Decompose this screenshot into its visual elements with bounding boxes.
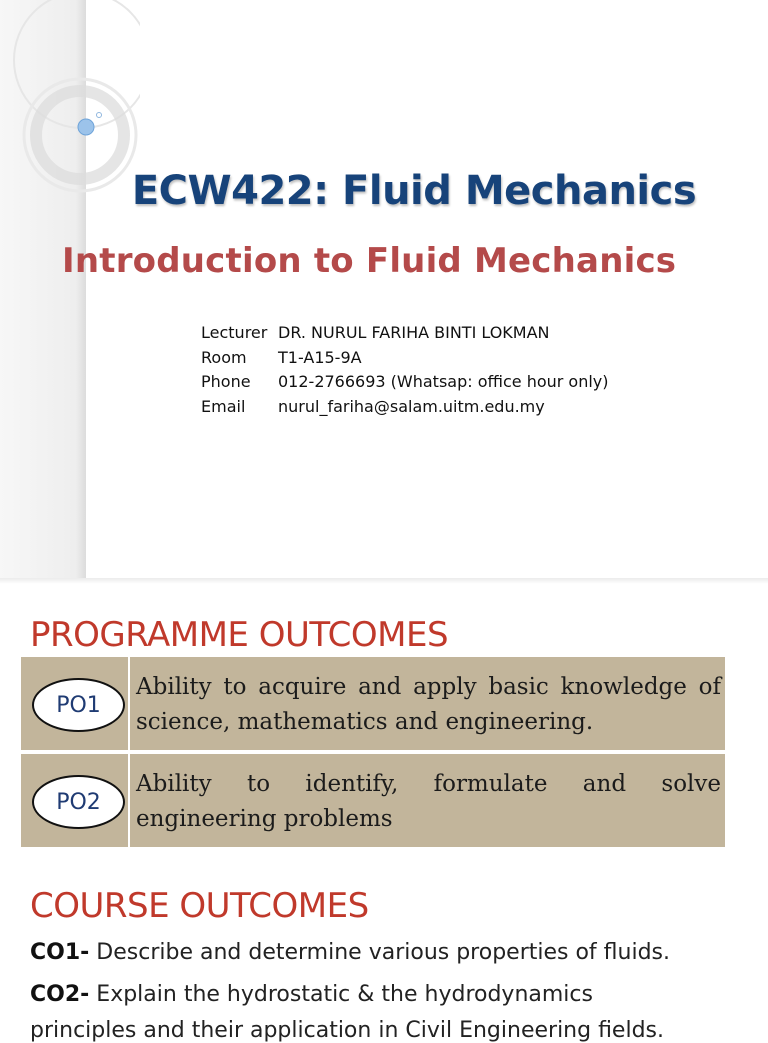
- contact-row-phone: [201, 370, 609, 395]
- contact-row-lecturer: [201, 321, 609, 346]
- list-item: [30, 982, 593, 1007]
- table-row: [20, 753, 726, 848]
- contact-label: Lecturer: [201, 323, 268, 342]
- list-item: [30, 1018, 664, 1043]
- po-description: Ability to acquire and apply basic knowledge of science, mathematics and engineering.: [136, 674, 721, 735]
- contact-value: nurul_fariha@salam.uitm.edu.my: [278, 396, 545, 416]
- outcomes-slide: [0, 578, 768, 1043]
- list-item: [30, 940, 670, 965]
- co-code: CO1-: [30, 940, 90, 965]
- po-badge: PO1: [32, 678, 125, 732]
- co-text: Describe and determine various properties of fluids.: [96, 940, 671, 965]
- course-outcomes-heading: COURSE OUTCOMES: [30, 886, 369, 926]
- po-description: Ability to identify, formulate and solve engineering problems: [136, 771, 721, 832]
- contact-value: DR. NURUL FARIHA BINTI LOKMAN: [278, 323, 550, 342]
- contact-label: Email: [201, 396, 246, 416]
- lecturer-contact-block: [201, 321, 609, 419]
- contact-row-room: [201, 346, 609, 371]
- table-row: [20, 656, 726, 751]
- contact-label: Phone: [201, 372, 251, 391]
- co-code: CO2-: [30, 982, 90, 1007]
- contact-value: T1-A15-9A: [278, 347, 362, 367]
- programme-outcomes-heading: PROGRAMME OUTCOMES: [30, 615, 449, 655]
- contact-label: Room: [201, 347, 247, 367]
- po-code-cell: [21, 657, 130, 750]
- contact-value: 012-2766693 (Whatsap: office hour only): [278, 372, 609, 391]
- po-badge: PO2: [32, 775, 125, 829]
- co-text: Explain the hydrostatic & the hydrodynamics: [96, 982, 593, 1007]
- contact-row-email: [201, 395, 609, 420]
- slide-divider-shadow: [0, 578, 768, 584]
- po-code-cell: [21, 754, 130, 847]
- co-text: principles and their application in Civil Engineering fields.: [30, 1018, 665, 1043]
- slide-subtitle: Introduction to Fluid Mechanics: [62, 241, 677, 281]
- slide-title: ECW422: Fluid Mechanics: [131, 168, 697, 214]
